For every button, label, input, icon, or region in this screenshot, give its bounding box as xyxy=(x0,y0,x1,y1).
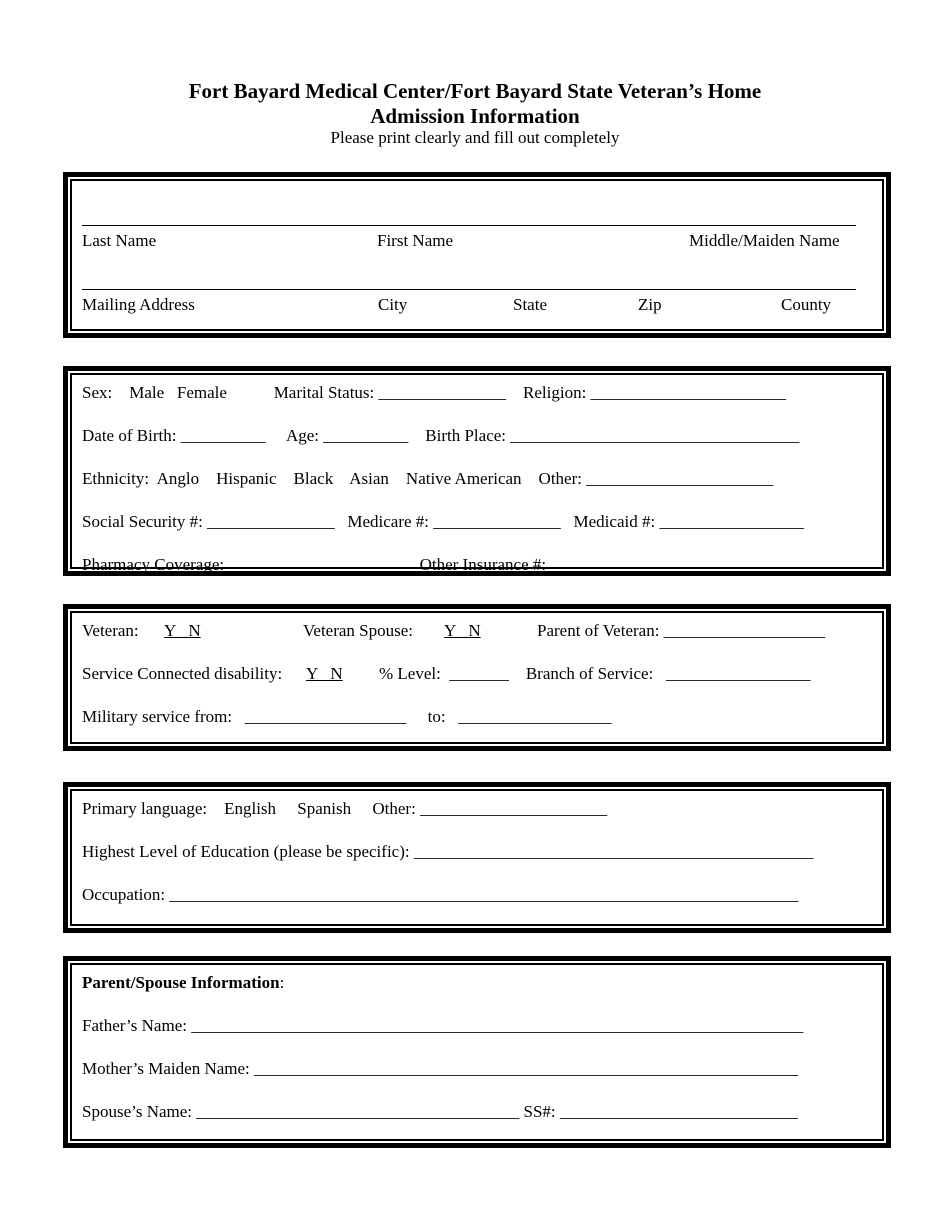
last-name-label: Last Name xyxy=(82,231,157,250)
personal-info-section xyxy=(63,366,891,576)
ssn-medicare-medicaid-row[interactable]: Social Security #: _______________ Medicare #: _______________ Medicaid #: _________________ xyxy=(82,512,804,531)
occupation-row[interactable]: Occupation: __________________________________________________________________________ xyxy=(82,885,799,904)
county-label: County xyxy=(781,295,832,314)
military-service-row[interactable]: Military service from: ___________________ to: __________________ xyxy=(82,707,612,726)
level-branch-fields[interactable]: % Level: _______ Branch of Service: _________________ xyxy=(379,664,811,683)
sex-marital-religion-row[interactable]: Sex: Male Female Marital Status: _______________ Religion: _______________________ xyxy=(82,383,787,402)
parent-of-veteran-field[interactable]: Parent of Veteran: ___________________ xyxy=(537,621,826,640)
insurance-row[interactable]: Pharmacy Coverage: _____________________ Other Insurance #: ______________________________ xyxy=(82,555,806,574)
mother-maiden-name-row[interactable]: Mother’s Maiden Name: ________________________________________________________________ xyxy=(82,1059,799,1078)
spouse-name-ssn-row[interactable]: Spouse’s Name: ______________________________________ SS#: ____________________________ xyxy=(82,1102,798,1121)
language-education-section xyxy=(63,782,891,933)
mailing-address-label: Mailing Address xyxy=(82,295,195,314)
parent-spouse-heading-colon: : xyxy=(279,973,285,992)
ethnicity-row[interactable]: Ethnicity: Anglo Hispanic Black Asian Native American Other: ______________________ xyxy=(82,469,774,488)
name-line[interactable] xyxy=(82,225,856,226)
state-label: State xyxy=(513,295,547,314)
primary-language-row[interactable]: Primary language: English Spanish Other: ______________________ xyxy=(82,799,608,818)
first-name-label: First Name xyxy=(377,231,454,250)
birth-row[interactable]: Date of Birth: __________ Age: __________ Birth Place: __________________________________ xyxy=(82,426,800,445)
service-disability-yes-no[interactable]: Y N xyxy=(306,664,343,683)
veteran-spouse-yes-no[interactable]: Y N xyxy=(444,621,481,640)
parent-spouse-heading-text: Parent/Spouse Information xyxy=(82,973,280,992)
address-line[interactable] xyxy=(82,289,856,290)
veteran-yes-no[interactable]: Y N xyxy=(164,621,201,640)
veteran-section xyxy=(63,604,891,751)
education-row[interactable]: Highest Level of Education (please be specific): _______________________________________________ xyxy=(82,842,814,861)
form-title: Fort Bayard Medical Center/Fort Bayard State Veteran’s Home xyxy=(188,79,762,103)
form-subtitle: Admission Information xyxy=(370,104,580,128)
zip-label: Zip xyxy=(638,295,662,314)
parent-spouse-heading xyxy=(82,973,284,993)
parent-spouse-section xyxy=(63,956,891,1148)
name-address-section xyxy=(63,172,891,338)
service-disability-label: Service Connected disability: xyxy=(82,664,283,683)
veteran-spouse-label: Veteran Spouse: xyxy=(303,621,414,640)
father-name-row[interactable]: Father’s Name: ________________________________________________________________________ xyxy=(82,1016,804,1035)
middle-name-label: Middle/Maiden Name xyxy=(689,231,840,250)
city-label: City xyxy=(378,295,408,314)
veteran-label: Veteran: xyxy=(82,621,139,640)
form-instructions: Please print clearly and fill out completely xyxy=(330,128,620,147)
